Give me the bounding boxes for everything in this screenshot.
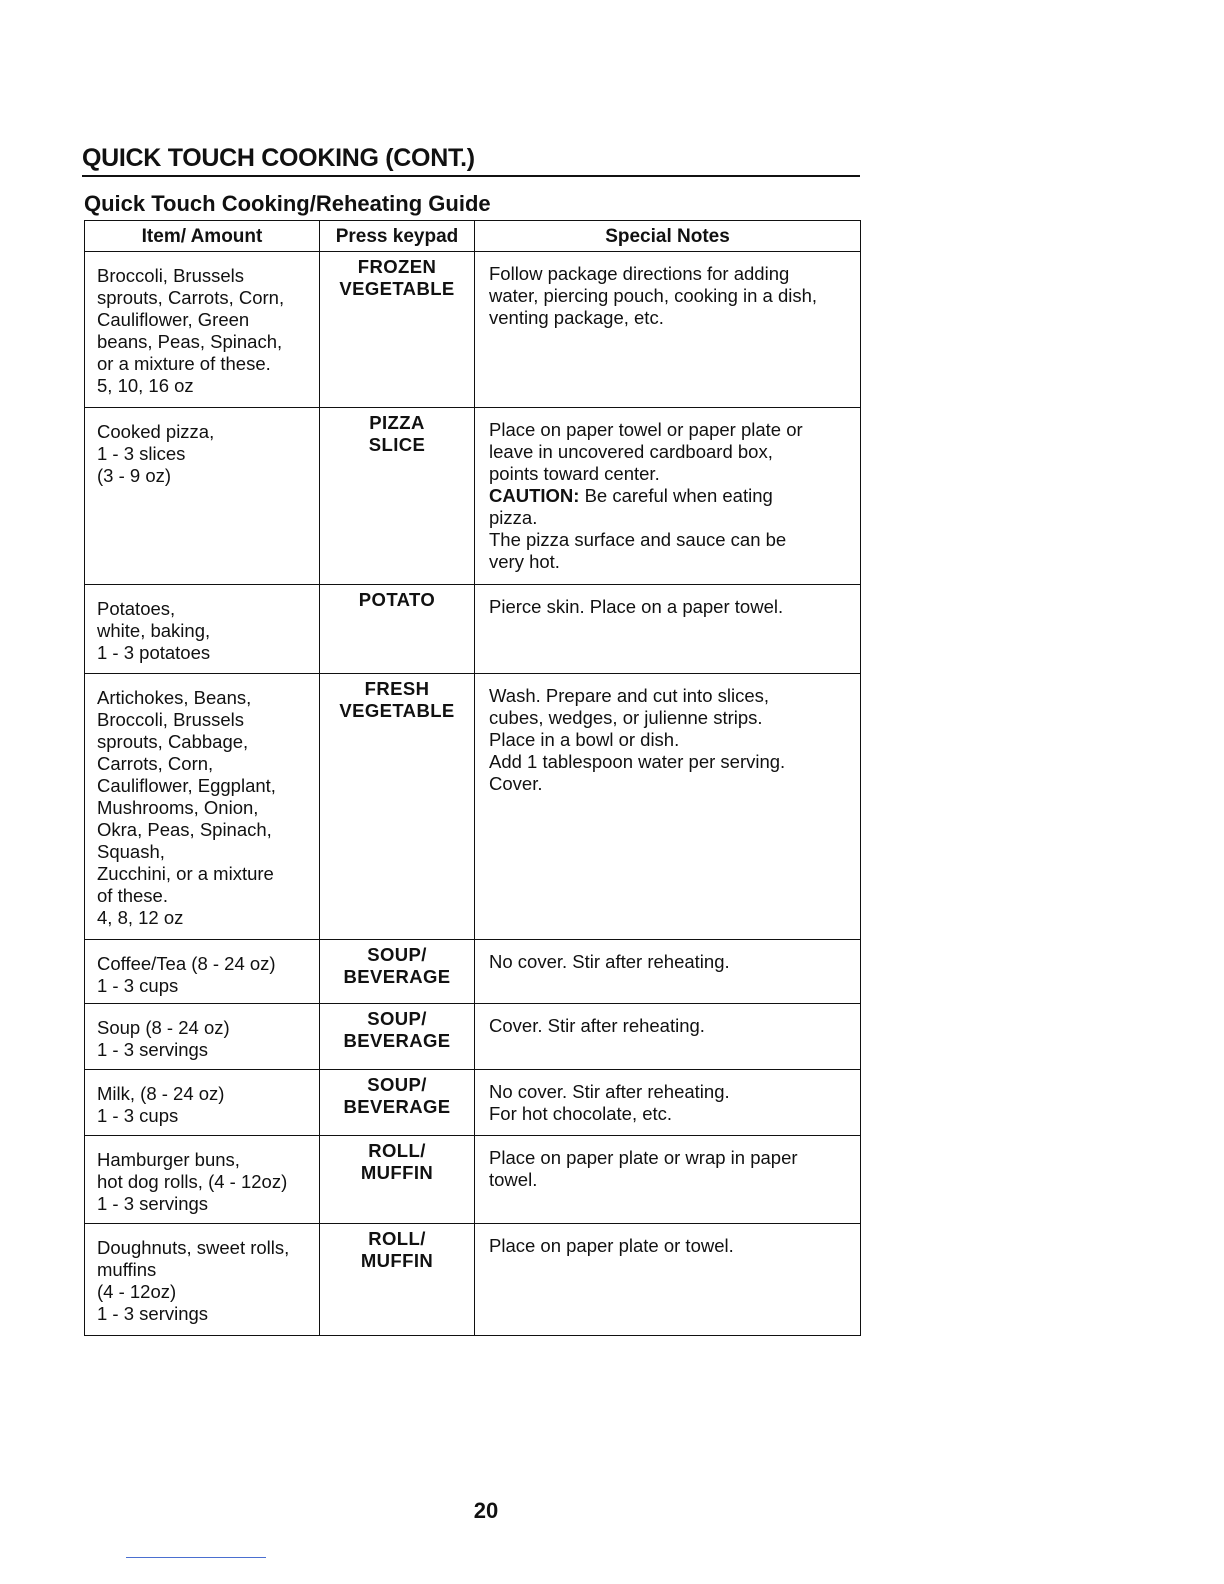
keypad-label: SLICE bbox=[368, 434, 426, 455]
keypad-label: PIZZA bbox=[369, 412, 425, 433]
caution-label: CAUTION: bbox=[489, 485, 580, 506]
note-line: Follow package directions for adding bbox=[489, 263, 790, 284]
item-line: beans, Peas, Spinach, bbox=[97, 331, 283, 352]
note-line: Cover. Stir after reheating. bbox=[489, 1015, 705, 1036]
column-header-keypad: Press keypad bbox=[320, 221, 475, 252]
column-header-item: Item/ Amount bbox=[85, 221, 320, 252]
item-amount-cell bbox=[85, 585, 320, 674]
item-line: 1 - 3 servings bbox=[97, 1303, 209, 1324]
item-line: Hamburger buns, bbox=[97, 1149, 240, 1170]
item-amount-cell bbox=[85, 940, 320, 1004]
item-line: Mushrooms, Onion, bbox=[97, 797, 259, 818]
keypad-label: BEVERAGE bbox=[343, 966, 451, 987]
note-line: Place on paper towel or paper plate or bbox=[489, 419, 803, 440]
item-line: (3 - 9 oz) bbox=[97, 465, 172, 486]
table-row bbox=[85, 1136, 861, 1224]
special-notes-cell bbox=[475, 674, 861, 940]
caution-text: Be careful when eating bbox=[579, 485, 773, 506]
note-line: venting package, etc. bbox=[489, 307, 664, 328]
note-line: For hot chocolate, etc. bbox=[489, 1103, 673, 1124]
keypad-label: MUFFIN bbox=[360, 1250, 434, 1271]
item-line: Cauliflower, Green bbox=[97, 309, 250, 330]
item-line: Doughnuts, sweet rolls, bbox=[97, 1237, 290, 1258]
item-line: Artichokes, Beans, bbox=[97, 687, 252, 708]
note-line: pizza. bbox=[489, 507, 538, 528]
item-amount-cell bbox=[85, 1070, 320, 1136]
keypad-label: ROLL/ bbox=[368, 1140, 426, 1161]
item-line: Broccoli, Brussels bbox=[97, 265, 245, 286]
item-line: muffins bbox=[97, 1259, 157, 1280]
item-line: Zucchini, or a mixture bbox=[97, 863, 274, 884]
keypad-label: FROZEN bbox=[357, 256, 437, 277]
note-line: The pizza surface and sauce can be bbox=[489, 529, 787, 550]
item-amount-cell bbox=[85, 674, 320, 940]
cooking-guide-table bbox=[84, 220, 861, 1336]
guide-title: Quick Touch Cooking/Reheating Guide bbox=[84, 191, 491, 216]
note-line: Wash. Prepare and cut into slices, bbox=[489, 685, 770, 706]
item-line: 1 - 3 cups bbox=[97, 1105, 179, 1126]
keypad-cell bbox=[320, 1070, 475, 1136]
keypad-label: SOUP/ bbox=[367, 1074, 427, 1095]
item-line: 1 - 3 potatoes bbox=[97, 642, 211, 663]
special-notes-cell bbox=[475, 1136, 861, 1224]
table-row bbox=[85, 1070, 861, 1136]
note-line: Pierce skin. Place on a paper towel. bbox=[489, 596, 784, 617]
item-line: or a mixture of these. bbox=[97, 353, 271, 374]
table-row bbox=[85, 252, 861, 408]
item-amount-cell bbox=[85, 1004, 320, 1070]
keypad-cell bbox=[320, 1136, 475, 1224]
item-line: Carrots, Corn, bbox=[97, 753, 214, 774]
keypad-cell bbox=[320, 674, 475, 940]
item-line: 1 - 3 cups bbox=[97, 975, 179, 996]
keypad-label: VEGETABLE bbox=[339, 700, 455, 721]
page-title: QUICK TOUCH COOKING (CONT.) bbox=[82, 143, 860, 177]
note-line: towel. bbox=[489, 1169, 538, 1190]
keypad-label: BEVERAGE bbox=[343, 1096, 451, 1117]
item-line: Coffee/Tea (8 - 24 oz) bbox=[97, 953, 276, 974]
note-line: very hot. bbox=[489, 551, 560, 572]
item-line: 5, 10, 16 oz bbox=[97, 375, 194, 396]
item-line: 1 - 3 servings bbox=[97, 1193, 209, 1214]
column-header-notes: Special Notes bbox=[475, 221, 861, 252]
special-notes-cell bbox=[475, 1070, 861, 1136]
special-notes-cell bbox=[475, 940, 861, 1004]
table-body bbox=[85, 252, 861, 1336]
keypad-label: MUFFIN bbox=[360, 1162, 434, 1183]
keypad-cell bbox=[320, 940, 475, 1004]
item-line: Okra, Peas, Spinach, bbox=[97, 819, 272, 840]
page-number: 20 bbox=[473, 1498, 499, 1523]
caution-line bbox=[489, 485, 852, 507]
item-line: of these. bbox=[97, 885, 168, 906]
item-line: Cauliflower, Eggplant, bbox=[97, 775, 276, 796]
table-row bbox=[85, 585, 861, 674]
item-line: white, baking, bbox=[97, 620, 211, 641]
note-line: leave in uncovered cardboard box, bbox=[489, 441, 773, 462]
table-row bbox=[85, 1224, 861, 1336]
note-line: Place on paper plate or towel. bbox=[489, 1235, 734, 1256]
item-line: 1 - 3 slices bbox=[97, 443, 186, 464]
item-line: sprouts, Carrots, Corn, bbox=[97, 287, 285, 308]
special-notes-cell bbox=[475, 1004, 861, 1070]
keypad-label: BEVERAGE bbox=[343, 1030, 451, 1051]
item-line: 1 - 3 servings bbox=[97, 1039, 209, 1060]
special-notes-cell bbox=[475, 585, 861, 674]
item-amount-cell bbox=[85, 252, 320, 408]
table-row bbox=[85, 408, 861, 585]
item-amount-cell bbox=[85, 408, 320, 585]
item-line: Soup (8 - 24 oz) bbox=[97, 1017, 230, 1038]
keypad-label: SOUP/ bbox=[367, 944, 427, 965]
item-line: 4, 8, 12 oz bbox=[97, 907, 184, 928]
special-notes-cell bbox=[475, 408, 861, 585]
keypad-cell bbox=[320, 252, 475, 408]
item-line: sprouts, Cabbage, bbox=[97, 731, 249, 752]
item-line: (4 - 12oz) bbox=[97, 1281, 177, 1302]
item-line: Cooked pizza, bbox=[97, 421, 215, 442]
keypad-label: VEGETABLE bbox=[339, 278, 455, 299]
item-line: Milk, (8 - 24 oz) bbox=[97, 1083, 225, 1104]
note-line: Add 1 tablespoon water per serving. bbox=[489, 751, 786, 772]
note-line: No cover. Stir after reheating. bbox=[489, 951, 730, 972]
table-row bbox=[85, 940, 861, 1004]
keypad-label: ROLL/ bbox=[368, 1228, 426, 1249]
item-line: hot dog rolls, (4 - 12oz) bbox=[97, 1171, 288, 1192]
keypad-cell bbox=[320, 1004, 475, 1070]
table-header-row bbox=[85, 221, 861, 252]
keypad-cell bbox=[320, 408, 475, 585]
note-line: water, piercing pouch, cooking in a dish, bbox=[489, 285, 818, 306]
keypad-label: SOUP/ bbox=[367, 1008, 427, 1029]
table-row bbox=[85, 1004, 861, 1070]
table-row bbox=[85, 674, 861, 940]
keypad-label: POTATO bbox=[358, 589, 436, 610]
note-line: cubes, wedges, or julienne strips. bbox=[489, 707, 763, 728]
special-notes-cell bbox=[475, 1224, 861, 1336]
keypad-label: FRESH bbox=[364, 678, 430, 699]
note-line: Place on paper plate or wrap in paper bbox=[489, 1147, 798, 1168]
note-line: points toward center. bbox=[489, 463, 660, 484]
item-line: Potatoes, bbox=[97, 598, 176, 619]
item-line: Squash, bbox=[97, 841, 165, 862]
item-amount-cell bbox=[85, 1136, 320, 1224]
note-line: No cover. Stir after reheating. bbox=[489, 1081, 730, 1102]
note-line: Place in a bowl or dish. bbox=[489, 729, 680, 750]
item-amount-cell bbox=[85, 1224, 320, 1336]
note-line: Cover. bbox=[489, 773, 543, 794]
item-line: Broccoli, Brussels bbox=[97, 709, 245, 730]
footer-rule bbox=[126, 1557, 266, 1558]
special-notes-cell bbox=[475, 252, 861, 408]
keypad-cell bbox=[320, 1224, 475, 1336]
keypad-cell bbox=[320, 585, 475, 674]
